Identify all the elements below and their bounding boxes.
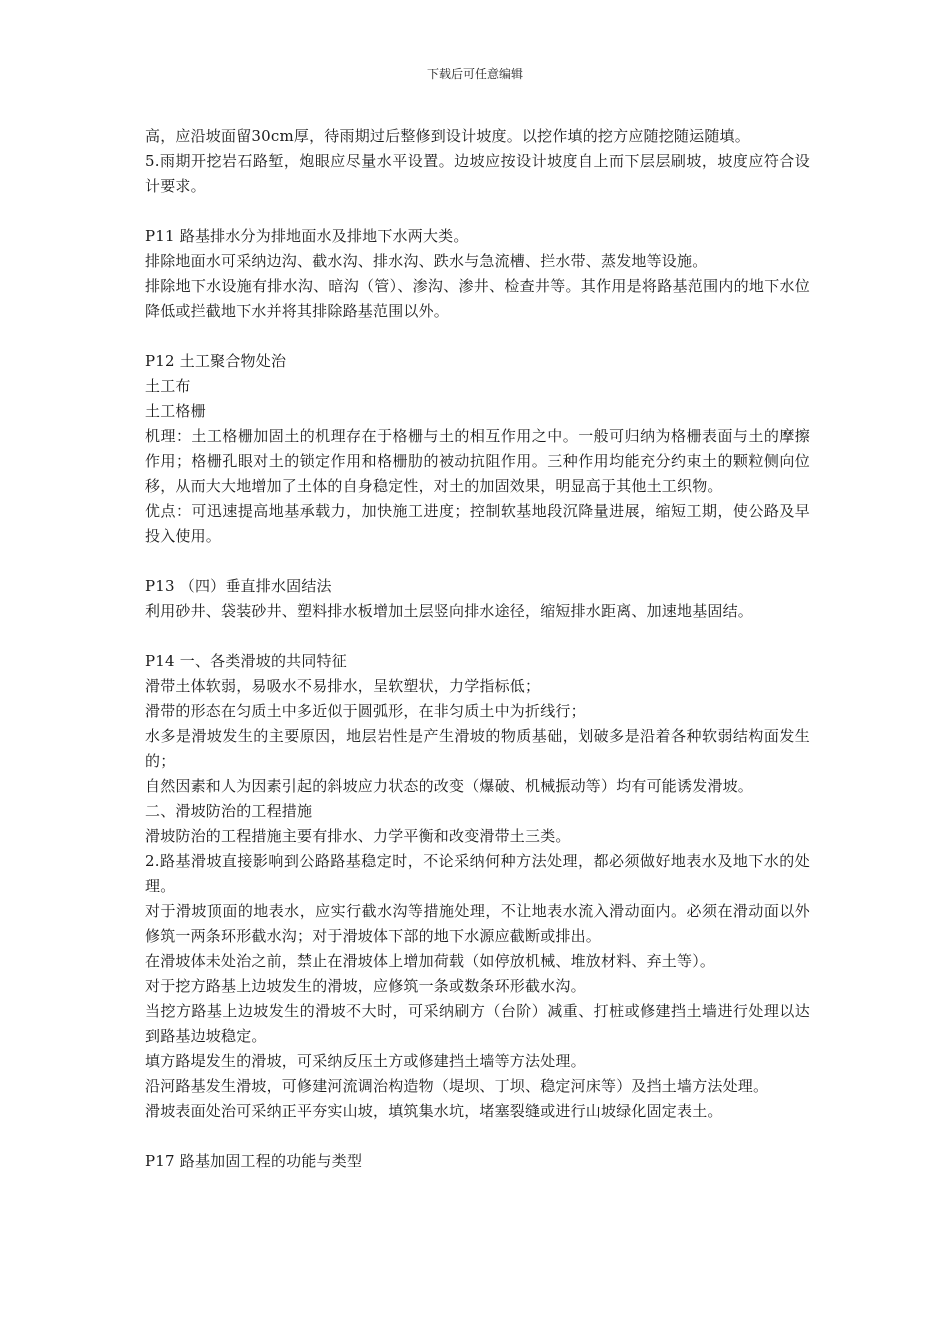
paragraph: 优点：可迅速提高地基承载力，加快施工进度；控制软基地段沉降量进展，缩短工期，使公路及早投入使用。 bbox=[145, 502, 810, 545]
paragraph: P12 土工聚合物处治 bbox=[145, 352, 287, 370]
blank-line bbox=[145, 199, 810, 224]
paragraph: P17 路基加固工程的功能与类型 bbox=[145, 1152, 363, 1170]
paragraph: 滑带的形态在匀质土中多近似于圆弧形，在非匀质土中为折线行； bbox=[145, 702, 586, 720]
paragraph: 机理：土工格栅加固土的机理存在于格栅与土的相互作用之中。一般可归纳为格栅表面与土的摩擦作用；格栅孔眼对土的锁定作用和格栅肋的被动抗阻作用。三种作用均能充分约束土的颗粒侧向位移，从而大大地增加了土体的自身稳定性，对土的加固效果，明显高于其他土工织物。 bbox=[145, 427, 810, 495]
paragraph: 高，应沿坡面留30cm厚，待雨期过后整修到设计坡度。以挖作填的挖方应随挖随运随填。 bbox=[145, 127, 750, 145]
blank-line bbox=[145, 624, 810, 649]
paragraph: 利用砂井、袋装砂井、塑料排水板增加土层竖向排水途径，缩短排水距离、加速地基固结。 bbox=[145, 602, 754, 620]
paragraph: 2.路基滑坡直接影响到公路路基稳定时，不论采纳何种方法处理，都必须做好地表水及地下水的处理。 bbox=[145, 852, 810, 895]
paragraph: 自然因素和人为因素引起的斜坡应力状态的改变（爆破、机械振动等）均有可能诱发滑坡。 bbox=[145, 777, 754, 795]
paragraph: 当挖方路基上边坡发生的滑坡不大时，可采纳刷方（台阶）减重、打桩或修建挡土墙进行处理以达到路基边坡稳定。 bbox=[145, 1002, 810, 1045]
paragraph: 滑带土体软弱，易吸水不易排水，呈软塑状，力学指标低； bbox=[145, 677, 541, 695]
paragraph: 滑坡表面处治可采纳正平夯实山坡，填筑集水坑，堵塞裂缝或进行山坡绿化固定表土。 bbox=[145, 1102, 723, 1120]
paragraph: 水多是滑坡发生的主要原因，地层岩性是产生滑坡的物质基础，划破多是沿着各种软弱结构面发生的； bbox=[145, 727, 810, 770]
paragraph: 土工格栅 bbox=[145, 402, 206, 420]
paragraph: 排除地面水可采纳边沟、截水沟、排水沟、跌水与急流槽、拦水带、蒸发地等设施。 bbox=[145, 252, 708, 270]
paragraph: 土工布 bbox=[145, 377, 191, 395]
blank-line bbox=[145, 324, 810, 349]
paragraph: 填方路堤发生的滑坡，可采纳反压土方或修建挡土墙等方法处理。 bbox=[145, 1052, 586, 1070]
paragraph: 对于滑坡顶面的地表水，应实行截水沟等措施处理，不让地表水流入滑动面内。必须在滑动面以外修筑一两条环形截水沟；对于滑坡体下部的地下水源应截断或排出。 bbox=[145, 902, 810, 945]
paragraph: 沿河路基发生滑坡，可修建河流调治构造物（堤坝、丁坝、稳定河床等）及挡土墙方法处理。 bbox=[145, 1077, 769, 1095]
paragraph: 二、滑坡防治的工程措施 bbox=[145, 802, 313, 820]
blank-line bbox=[145, 549, 810, 574]
paragraph: 对于挖方路基上边坡发生的滑坡，应修筑一条或数条环形截水沟。 bbox=[145, 977, 586, 995]
blank-line bbox=[145, 1124, 810, 1149]
paragraph: P11 路基排水分为排地面水及排地下水两大类。 bbox=[145, 227, 469, 245]
paragraph: 5.雨期开挖岩石路堑，炮眼应尽量水平设置。边坡应按设计坡度自上而下层层刷坡，坡度应符合设计要求。 bbox=[145, 152, 810, 195]
paragraph: 在滑坡体未处治之前，禁止在滑坡体上增加荷载（如停放机械、堆放材料、弃土等）。 bbox=[145, 952, 716, 970]
paragraph: P14 一、各类滑坡的共同特征 bbox=[145, 652, 347, 670]
paragraph: 滑坡防治的工程措施主要有排水、力学平衡和改变滑带土三类。 bbox=[145, 827, 571, 845]
paragraph: P13 （四）垂直排水固结法 bbox=[145, 577, 332, 595]
paragraph: 排除地下水设施有排水沟、暗沟（管）、渗沟、渗井、检查井等。其作用是将路基范围内的地下水位降低或拦截地下水并将其排除路基范围以外。 bbox=[145, 277, 810, 320]
page-header: 下载后可任意编辑 bbox=[426, 67, 523, 81]
document-body bbox=[145, 124, 810, 1174]
